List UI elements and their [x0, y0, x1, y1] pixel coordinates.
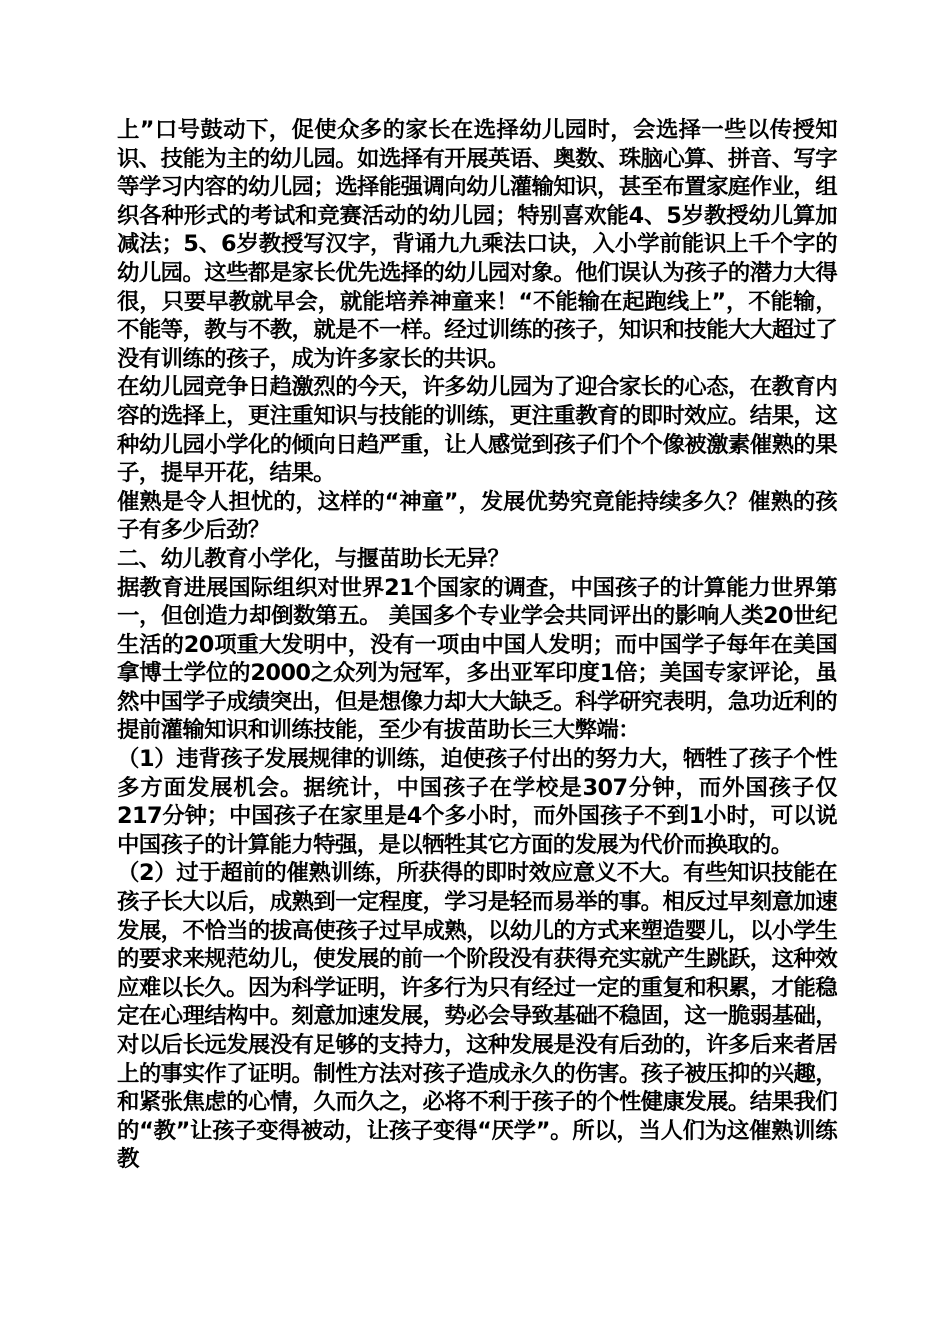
paragraph-2: 在幼儿园竞争日趋激烈的今天，许多幼儿园为了迎合家长的心态，在教育内容的选择上，更注重知识与技能的训练，更注重教育的即时效应。结果，这种幼儿园小学化的倾向日趋严重，让人感觉到孩子们个个像被激素催熟的果子，提早开花，结果。	[117, 374, 837, 487]
paragraph-5: （1）违背孩子发展规律的训练，迫使孩子付出的努力大，牺牲了孩子个性多方面发展机会。据统计，中国孩子在学校是307分钟，而外国孩子仅217分钟；中国孩子在家里是4个多小时，而外国孩子不到1小时，可以说中国孩子的计算能力特强，是以牺牲其它方面的发展为代价而换取的。	[117, 746, 837, 858]
paragraph-3: 催熟是令人担忧的，这样的“神童”，发展优势究竟能持续多久？催熟的孩子有多少后劲？	[117, 488, 837, 544]
paragraph-1: 上”口号鼓动下，促使众多的家长在选择幼儿园时，会选择一些以传授知识、技能为主的幼儿园。如选择有开展英语、奥数、珠脑心算、拼音、写字等学习内容的幼儿园；选择能强调向幼儿灌输知识，甚至布置家庭作业，组织各种形式的考试和竞赛活动的幼儿园；特别喜欢能4、5岁教授幼儿算加减法；5、6岁教授写汉字，背诵九九乘法口诀，入小学前能识上千个字的幼儿园。这些都是家长优先选择的幼儿园对象。他们误认为孩子的潜力大得很，只要早教就早会，就能培养神童来！“不能输在起跑线上”，不能输，不能等，教与不教，就是不一样。经过训练的孩子，知识和技能大大超过了没有训练的孩子，成为许多家长的共识。	[117, 117, 837, 372]
section-heading: 二、幼儿教育小学化，与揠苗助长无异？	[117, 545, 510, 572]
paragraph-4: 据教育进展国际组织对世界21个国家的调查，中国孩子的计算能力世界第一，但创造力却倒数第五。 美国多个专业学会共同评出的影响人类20世纪生活的20项重大发明中，没有一项由中国人发明；而中国学子每年在美国拿博士学位的2000之众列为冠军，多出亚军印度1倍；美国专家评论，虽然中国学子成绩突出，但是想像力却大大缺乏。科学研究表明，急功近利的提前灌输知识和训练技能，至少有拔苗助长三大弊端：	[117, 574, 837, 744]
document-body	[117, 116, 837, 1174]
paragraph-6: （2）过于超前的催熟训练，所获得的即时效应意义不大。有些知识技能在孩子长大以后，成熟到一定程度，学习是轻而易举的事。相反过早刻意加速发展，不恰当的拔高使孩子过早成熟，以幼儿的方式来塑造婴儿，以小学生的要求来规范幼儿，使发展的前一个阶段没有获得充实就产生跳跃，这种效应难以长久。因为科学证明，许多行为只有经过一定的重复和积累，才能稳定在心理结构中。刻意加速发展，势必会导致基础不稳固，这一脆弱基础，对以后长远发展没有足够的支持力，这种发展是没有后劲的，许多后来者居上的事实作了证明。制性方法对孩子造成永久的伤害。孩子被压抑的兴趣，和紧张焦虑的心情，久而久之，必将不利于孩子的个性健康发展。结果我们的“教”让孩子变得被动，让孩子变得“厌学”。所以，当人们为这催熟训练教	[117, 860, 837, 1173]
